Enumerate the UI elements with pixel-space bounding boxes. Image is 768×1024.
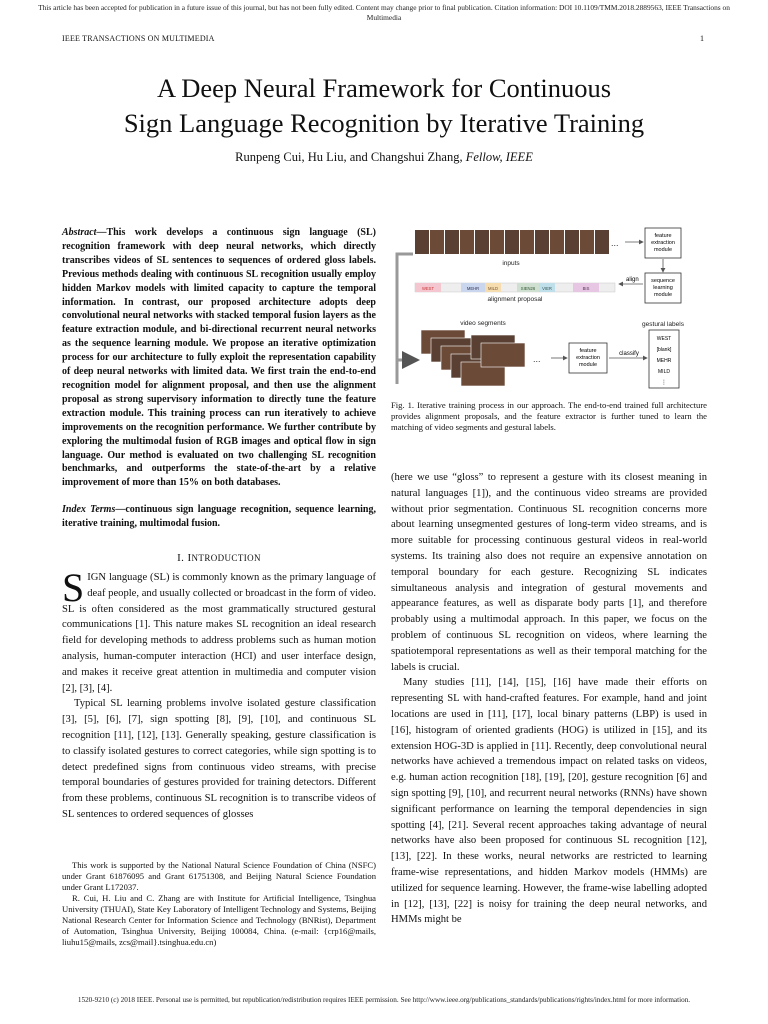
index-terms <box>62 503 376 531</box>
journal-running-head: IEEE TRANSACTIONS ON MULTIMEDIA <box>62 34 215 43</box>
video-frame <box>505 230 519 254</box>
abstract-text: —This work develops a continuous sign language (SL) recognition framework with deep neural networks, which directly transcribes videos of SL sentences to sequences of ordered gloss labels. Previous methods dealing with continuous SL recognition usually employ hidden Markov models with limited capacity to capture the temporal information. In contrast, our proposed architecture adopts deep convolutional neural networks with stacked temporal fusion layers as the feature extraction module, and bi-directional recurrent neural networks as the sequence learning module. We propose an iterative optimization process for our architecture to fully exploit the representation capability of deep neural networks with limited data. We first train the end-to-end recognition model for alignment proposal, and then use the alignment proposal as strong supervisory information to directly tune the feature extraction module. This training process can run iteratively to achieve improvements on the recognition performance. We further contribute by exploring the multimodal fusion of RGB images and optical flow in sign language. Our method is evaluated on two challenging SL recognition benchmarks, and outperforms the state-of-the-art by a relative improvement of more than 15% on both databases. <box>62 227 376 489</box>
classify-label: classify <box>619 351 639 357</box>
figure-1-caption: Fig. 1. Iterative training process in our approach. The end-to-end trained full architecture provides alignment proposals, and the feature extractor is further tuned to learn the matching of video segments and gestural labels. <box>391 400 707 432</box>
video-frame <box>535 230 549 254</box>
gloss-token: MILD <box>487 286 499 291</box>
input-frames-strip <box>415 230 609 254</box>
footnote-funding: This work is supported by the National Natural Science Foundation of China (NSFC) under Grant 61876095 and Grant 61751308, and Beijing Natural Science Foundation under Grant L172037. <box>62 860 376 892</box>
publication-notice: This article has been accepted for publication in a future issue of this journal, but has not been fully edited. Content may change prior to final publication. Citation information: DOI 10.1109/TMM.2018.2889563, IEEE Transactions on Multimedia <box>38 3 730 22</box>
video-frame <box>580 230 594 254</box>
inputs-label: inputs <box>502 260 520 267</box>
gestural-label-item: [blank] <box>656 347 672 353</box>
video-frame <box>415 230 429 254</box>
alignment-proposal-label: alignment proposal <box>487 296 543 303</box>
feature-module-label-2: extraction <box>651 240 675 246</box>
title-line-2: Sign Language Recognition by Iterative Training <box>123 108 645 138</box>
gestural-label-item: MILD <box>658 369 670 375</box>
gestural-label-item: WEST <box>656 336 672 342</box>
index-terms-text: —continuous sign language recognition, sequence learning, iterative training, multimodal fusion. <box>62 504 376 529</box>
sequence-module-label-1: sequence <box>651 278 675 284</box>
gloss-token: VIER <box>542 286 552 291</box>
author-fellow-title: Fellow, IEEE <box>465 150 533 164</box>
feature-module-bottom-label-2: extraction <box>576 355 600 361</box>
right-paragraph-1: (here we use “gloss” to represent a gesture with its closest meaning in natural languages [1]), and the continuous video streams are provided without prior segmentation. Continuous SL recognition concerns more about learning unsegmented gestures of long-term video streams, and is more suitable for processing continuous gestural videos in real-world systems. Its training also does not require an expensive annotation on temporal boundary for each gesture. Recognizing SL indicates simultaneous analysis and integration of gestural movements and appearance features, as well as disparate body parts [1], and therefore probably using a multimodal approach. In this paper, we focus on the problem of continuous SL recognition on videos, where learning the spatiotemporal representations as well as their temporal matching for the labels is crucial. <box>391 472 707 673</box>
paper-title <box>40 71 728 141</box>
footnote <box>62 860 376 948</box>
intro-paragraph-2: Typical SL learning problems involve isolated gesture classification [3], [5], [6], [7], sign spotting [8], [9], [10], and continuous SL recognition [11], [12], [13]. Generally speaking, gesture classification is to classify isolated gestures to correct categories, while sign spotting is to detect predefined signs from continuous video streams, with precise temporal boundaries of gestures provided for training detectors. Different from these problems, continuous SL recognition is to transcribe videos of SL sentences to ordered sequences of glosses <box>62 698 376 820</box>
right-column-body <box>391 470 707 928</box>
alignment-proposal-bar <box>415 283 615 292</box>
feature-module-label-3: module <box>653 247 673 253</box>
author-names: Runpeng Cui, Hu Liu, and Changshui Zhang, <box>235 150 463 164</box>
video-frame <box>430 230 444 254</box>
author-list <box>40 150 728 165</box>
gloss-token: SIEN26 <box>520 286 536 291</box>
video-frame <box>595 230 609 254</box>
intro-paragraph-1-text: IGN language (SL) is commonly known as the primary language of deaf people, and usually collected or broadcast in the form of video. SL is often considered as the most grammatically structured gestural communications [1]. This nature makes SL recognition an ideal research field for developing methods to address problems such as human motion analysis, human-computer interaction (HCI) and user interface design, and makes it receive great attention in multimedia and computer vision [2], [3], [4]. <box>62 572 376 694</box>
page-number: 1 <box>700 34 704 43</box>
sequence-module-label-3: module <box>653 292 673 298</box>
feature-module-bottom-label-3: module <box>578 362 598 368</box>
video-frame <box>520 230 534 254</box>
abstract-label: Abstract <box>62 227 97 238</box>
right-paragraph-2: Many studies [11], [14], [15], [16] have made their efforts on representing SL with hand-crafted features. For example, hand and joint locations are used in [11], [17], local binary patterns (LBP) is used in [16], histogram of oriented gradients (HOG) is utilized in [15], and its extension HOG-3D is applied in [11]. Recently, deep convolutional neural networks have achieved a tremendous impact on related tasks on videos, e.g. human action recognition [18], [19], [20], gesture recognition [6] and sign spotting [9], [10], and recurrent neural networks (RNNs) have shown significant performance on learning the temporal dependencies in sign spotting [4], [21]. Several recent approaches taking advantage of neural networks have also been proposed for continuous SL recognition [12], [13], [22]. In these works, neural networks are restricted to learning frame-wise representations, and hidden Markov models (HMMs) are utilized for sequence learning. However, the frame-wise labelling adopted in [12], [13], [22] is noisy for training the deep neural networks, and HMMs might be <box>391 677 707 926</box>
gestural-label-item: ⋮ <box>661 380 667 386</box>
abstract <box>62 226 376 490</box>
video-frame <box>475 230 489 254</box>
video-segments-label: video segments <box>460 320 506 327</box>
align-label: align <box>626 277 639 283</box>
video-frame <box>490 230 504 254</box>
video-frame <box>565 230 579 254</box>
introduction-body <box>62 565 376 823</box>
title-line-1: A Deep Neural Framework for Continuous <box>156 73 612 103</box>
video-segment-stacks <box>421 330 525 386</box>
feature-module-bottom-label-1: feature <box>579 348 597 354</box>
section-heading-introduction <box>62 552 376 564</box>
drop-cap: S <box>62 565 85 610</box>
gestural-label-item: MEHR <box>656 358 672 364</box>
section-name: NTRODUCTION <box>191 553 261 563</box>
sequence-module-label-2: learning <box>653 285 673 291</box>
footnote-affiliation: R. Cui, H. Liu and C. Zhang are with Institute for Artificial Intelligence, Tsinghua University (THUAI), State Key Laboratory of Intelligent Technology and Systems, Beijing National Research Center for Information Science and Technology (BNRist), Department of Automation, Tsinghua University, Beijing 100084, China. (e-mail: {crp16@mails, liuhu15@mails, zcs@mail}.tsinghua.edu.cn) <box>62 893 376 947</box>
feedback-loop-line <box>397 254 413 384</box>
copyright-notice: 1520-9210 (c) 2018 IEEE. Personal use is permitted, but republication/redistribution requires IEEE permission. See http://www.ieee.org/publications_standards/publications/rights/index.html for more information. <box>77 996 691 1004</box>
feature-module-label-1: feature <box>654 233 672 239</box>
figure-1-diagram <box>391 222 707 394</box>
video-frame <box>550 230 564 254</box>
frames-ellipsis: ... <box>611 238 619 248</box>
video-frame <box>445 230 459 254</box>
video-frame <box>460 230 474 254</box>
index-terms-label: Index Terms <box>62 504 116 515</box>
gestural-labels-title: gestural labels <box>642 321 684 328</box>
gloss-token: WEST <box>421 286 435 291</box>
section-numeral: I. I <box>177 552 192 564</box>
gloss-token: BIS <box>582 286 590 291</box>
segments-ellipsis: ... <box>533 354 541 364</box>
intro-paragraph-1 <box>62 565 376 696</box>
gloss-token: MEHR <box>466 286 480 291</box>
